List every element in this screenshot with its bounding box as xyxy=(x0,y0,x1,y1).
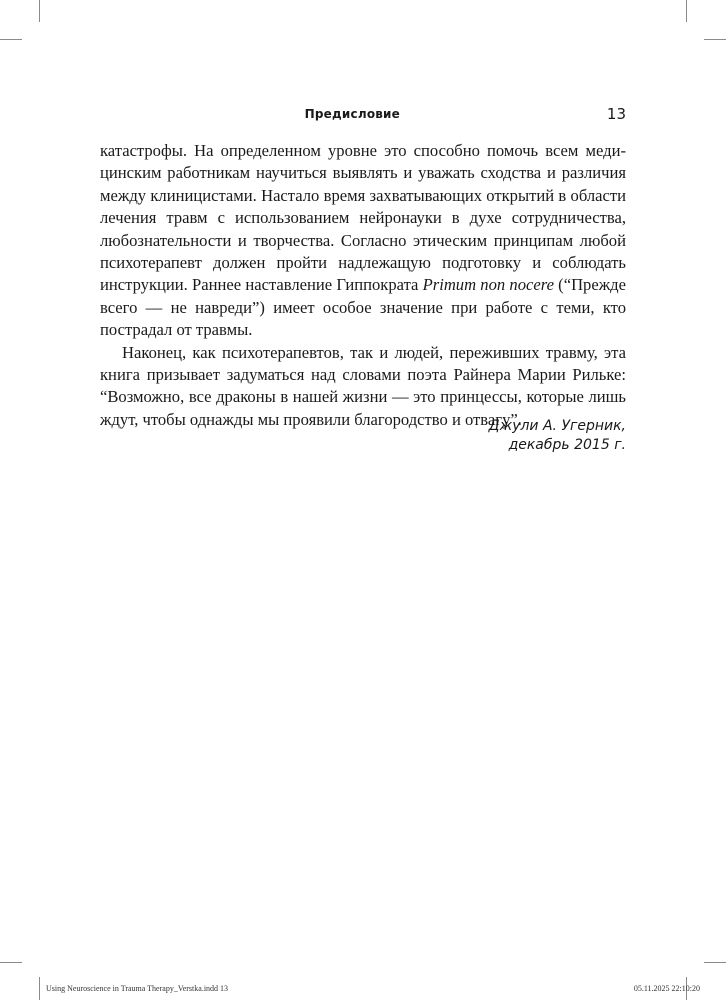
crop-mark-bottom-right-horizontal xyxy=(704,962,726,963)
crop-mark-bottom-left-vertical xyxy=(39,977,40,1000)
crop-mark-top-right-horizontal xyxy=(704,39,726,40)
paragraph-1-text-start: катастрофы. На определенном уровне это способно помочь всем медицинским работникам научиться выявлять и уважать сходства и различия между клиницистами. Настало время захватывающих открытий в области лечения травм с использованием нейронауки в духе сотрудничества, любознательности и творчества. Согласно этическим принципам любой психотерапевт должен пройти надлежащую подготовку и соблюдать инструкции. Раннее наставление Гиппократа xyxy=(100,141,626,295)
signature xyxy=(489,417,626,455)
crop-mark-top-left-vertical xyxy=(39,0,40,22)
signature-name: Джули А. Угерник, xyxy=(488,418,626,434)
slug-file-info: Using Neuroscience in Trauma Therapy_Verstka.indd 13 xyxy=(46,984,229,993)
paragraph-1-text-end: (“Прежде всего — не навреди”) имеет особое значение при работе с теми, кто пострадал от травмы. xyxy=(100,275,626,340)
paragraph-2: Наконец, как психотерапевтов, так и людей, переживших травму, эта книга призывает задуматься над словами поэта Райнера Марии Рильке: “Возможно, все драконы в нашей жизни — это принцессы, которые лишь ждут, чтобы однажды мы проявили благородство и отвагу”. xyxy=(100,342,626,429)
paragraph-1 xyxy=(100,140,626,342)
crop-mark-top-right-vertical xyxy=(686,0,687,22)
running-title: Предисловие xyxy=(304,107,400,121)
body-text xyxy=(100,140,626,431)
crop-mark-bottom-left-horizontal xyxy=(0,962,22,963)
slug-timestamp: 05.11.2025 22:10:20 xyxy=(633,984,700,993)
running-head xyxy=(100,105,626,125)
signature-date: декабрь 2015 г. xyxy=(508,437,626,453)
crop-mark-top-left-horizontal xyxy=(0,39,22,40)
page-number: 13 xyxy=(606,105,626,123)
latin-quote: Primum non nocere xyxy=(422,275,554,295)
